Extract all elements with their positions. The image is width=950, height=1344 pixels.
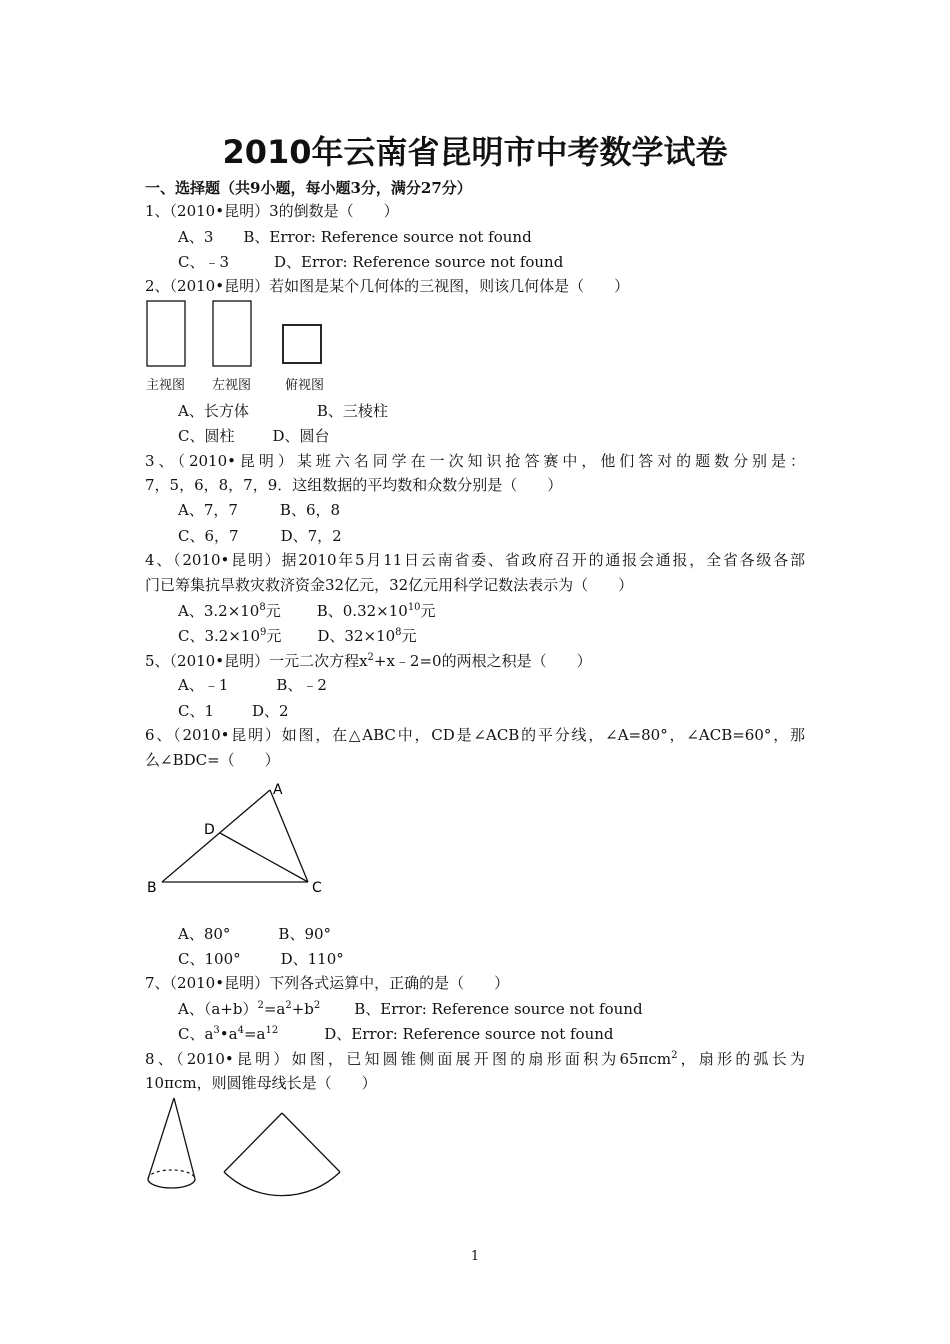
point-c-label: C xyxy=(312,880,322,896)
q1-options-cd xyxy=(178,252,563,272)
q4-option-a[interactable]: A、$3.2\times 10^8$元 xyxy=(178,602,281,620)
q6-option-a[interactable]: A、80° xyxy=(178,925,231,943)
q4-stem-line1: 4、（2010•昆明）据2010年5月11日云南省委、省政府召开的通报会通报，全省各级各部 xyxy=(145,551,805,569)
q1-option-d[interactable]: D、Error: Reference source not found xyxy=(274,253,564,271)
point-a-label: A xyxy=(273,782,283,798)
q4-option-c[interactable]: C、$3.2\times 10^9$元 xyxy=(178,627,282,645)
q3-option-c[interactable]: C、6，7 xyxy=(178,527,239,545)
q2-option-d[interactable]: D、圆台 xyxy=(272,427,330,445)
q5-option-a[interactable]: A、﹣1 xyxy=(178,676,229,694)
q5-options-cd xyxy=(178,701,289,721)
q2-option-c[interactable]: C、圆柱 xyxy=(178,427,235,445)
left-view-rect xyxy=(213,301,251,366)
q4-stem-line2: 门已筹集抗旱救灾救济资金32亿元，32亿元用科学记数法表示为（ ） xyxy=(145,576,634,594)
q2-option-b[interactable]: B、三棱柱 xyxy=(316,402,388,420)
q6-stem-line1: 6、（2010•昆明）如图，在△ABC中，CD是∠ACB的平分线，∠A=80°，∠ACB=60°，那 xyxy=(145,726,805,744)
q3-options-ab xyxy=(178,500,340,520)
q5-options-ab xyxy=(178,675,327,695)
q3-options-cd xyxy=(178,526,342,546)
q1-option-a[interactable]: A、3 xyxy=(178,228,214,246)
top-view-label: 俯视图 xyxy=(285,378,325,393)
cone-base-back xyxy=(148,1170,195,1179)
cone-right-edge xyxy=(174,1098,195,1179)
front-view-label: 主视图 xyxy=(146,378,186,393)
q4-options-cd xyxy=(178,626,417,646)
q3-stem-line1: 3、（2010•昆明）某班六名同学在一次知识抢答赛中，他们答对的题数分别是： xyxy=(145,452,805,470)
q8-stem-line1: 8、（2010•昆明）如图，已知圆锥侧面展开图的扇形面积为65πcm$^2$，扇形的弧长为 xyxy=(145,1050,805,1068)
triangle-figure xyxy=(140,775,340,900)
q7-options-cd xyxy=(178,1024,614,1044)
q2-options-ab xyxy=(178,401,388,421)
q7-options-ab xyxy=(178,999,643,1019)
q5-option-c[interactable]: C、1 xyxy=(178,702,215,720)
q1-option-c[interactable]: C、﹣3 xyxy=(178,253,230,271)
q7-option-d[interactable]: D、Error: Reference source not found xyxy=(324,1025,614,1043)
q3-option-b[interactable]: B、6，8 xyxy=(279,501,341,519)
q7-stem: 7、（2010•昆明）下列各式运算中，正确的是（ ） xyxy=(145,974,510,992)
sector-right-radius xyxy=(282,1113,340,1172)
point-d-label: D xyxy=(204,822,215,838)
page-number: 1 xyxy=(470,1249,480,1264)
section-heading: 一、选择题（共9小题，每小题3分，满分27分） xyxy=(145,179,472,197)
q3-option-d[interactable]: D、7，2 xyxy=(280,527,342,545)
q6-option-c[interactable]: C、100° xyxy=(178,950,241,968)
side-ab xyxy=(162,790,270,882)
sector-left-radius xyxy=(224,1113,282,1172)
q7-option-a[interactable]: A、$(a+b)^2=a^2+b^2$ xyxy=(178,1000,321,1018)
top-view-rect xyxy=(283,325,321,363)
bisector-cd xyxy=(220,833,308,882)
cone-left-edge xyxy=(148,1098,174,1179)
q6-option-b[interactable]: B、90° xyxy=(278,925,332,943)
q1-options-ab xyxy=(178,227,532,247)
q5-option-d[interactable]: D、2 xyxy=(252,702,289,720)
cone-base-front xyxy=(148,1179,195,1188)
q8-stem-line2: 10πcm，则圆锥母线长是（ ） xyxy=(145,1074,377,1092)
front-view-rect xyxy=(147,301,185,366)
q2-options-cd xyxy=(178,426,330,446)
q3-stem-line2: 7，5，6，8，7，9．这组数据的平均数和众数分别是（ ） xyxy=(145,476,563,494)
q7-option-b[interactable]: B、Error: Reference source not found xyxy=(354,1000,643,1018)
q4-option-d[interactable]: D、$32\times 10^8$元 xyxy=(317,627,417,645)
point-b-label: B xyxy=(147,880,157,896)
q4-options-ab xyxy=(178,601,436,621)
q1-stem: 1、（2010•昆明）3的倒数是（ ） xyxy=(145,202,399,220)
q3-option-a[interactable]: A、7，7 xyxy=(178,501,238,519)
q5-option-b[interactable]: B、﹣2 xyxy=(276,676,327,694)
q1-option-b[interactable]: B、Error: Reference source not found xyxy=(243,228,532,246)
exam-title: 2010年云南省昆明市中考数学试卷 xyxy=(222,133,728,171)
q4-option-b[interactable]: B、$0.32\times 10^{10}$元 xyxy=(316,602,436,620)
q6-options-ab xyxy=(178,924,331,944)
q5-stem: 5、（2010•昆明）一元二次方程$x^2+x﹣2=0$的两根之积是（ ） xyxy=(145,652,592,670)
q6-stem-line2: 么∠BDC=（ ） xyxy=(145,751,280,769)
q7-option-c[interactable]: C、$a^3•a^4=a^{12}$ xyxy=(178,1025,279,1043)
q2-option-a[interactable]: A、长方体 xyxy=(178,402,249,420)
side-ac xyxy=(270,790,308,882)
left-view-label: 左视图 xyxy=(212,378,252,393)
q6-option-d[interactable]: D、110° xyxy=(280,950,344,968)
q2-stem: 2、（2010•昆明）若如图是某个几何体的三视图，则该几何体是（ ） xyxy=(145,277,630,295)
cone-and-sector-figure xyxy=(140,1095,380,1205)
sector-arc xyxy=(224,1172,340,1196)
q6-options-cd xyxy=(178,949,344,969)
